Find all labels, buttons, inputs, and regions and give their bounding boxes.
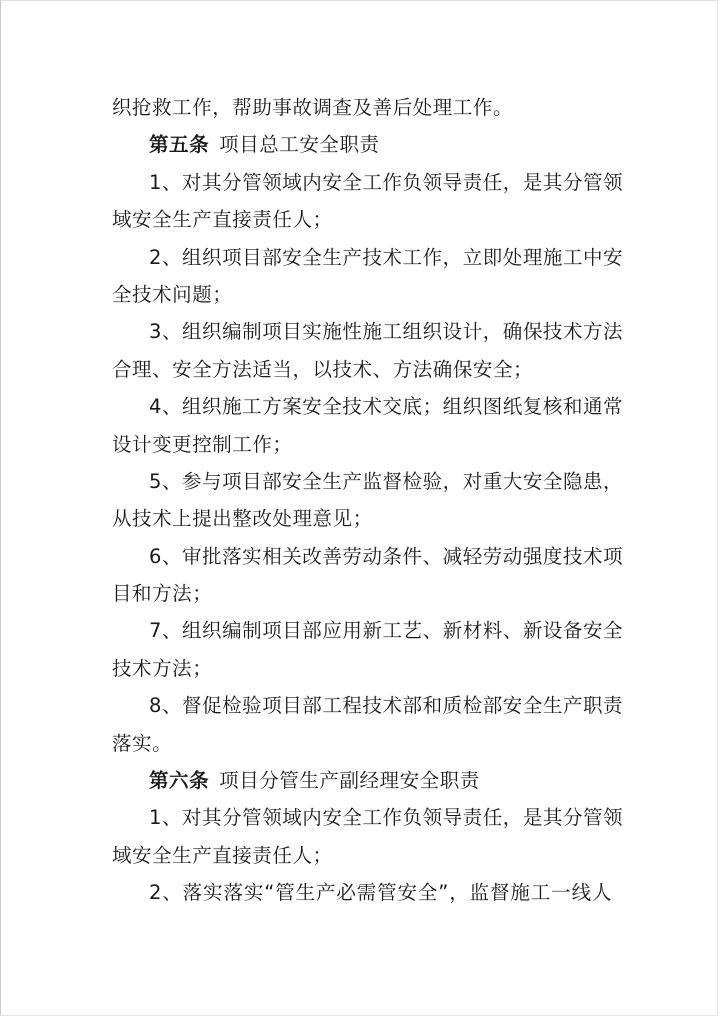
text-line: 8、督促检验项目部工程技术部和质检部安全生产职责 xyxy=(149,694,624,718)
article-number: 第六条 xyxy=(149,769,210,793)
document-body xyxy=(112,89,624,912)
text-line: 3、组织编制项目实施性施工组织设计，确保技术方法 xyxy=(149,320,624,344)
article-heading xyxy=(112,762,612,799)
text-line: 1、对其分管领域内安全工作负领导责任，是其分管领 xyxy=(149,170,624,194)
text-line: 域安全生产直接责任人； xyxy=(112,208,333,232)
text-line: 4、组织施工方案安全技术交底；组织图纸复核和通常 xyxy=(149,395,624,419)
text-line: 从技术上提出整改处理意见； xyxy=(112,507,373,531)
text-line: 域安全生产直接责任人； xyxy=(112,843,333,867)
text-line: 设计变更控制工作； xyxy=(112,432,293,456)
text-line: 技术方法； xyxy=(112,656,213,680)
article-title: 项目分管生产副经理安全职责 xyxy=(219,769,480,793)
article-heading xyxy=(112,126,612,163)
text-line: 1、对其分管领域内安全工作负领导责任，是其分管领 xyxy=(149,806,624,830)
text-line: 5、参与项目部安全生产监督检验，对重大安全隐患， xyxy=(149,469,624,493)
text-line: 合理、安全方法适当，以技术、方法确保安全； xyxy=(112,357,534,381)
text-line: 2、落实落实“管生产必需管安全”，监督施工一线人 xyxy=(149,881,612,905)
text-line: 目和方法； xyxy=(112,582,213,606)
text-line: 织抢救工作，帮助事故调查及善后处理工作。 xyxy=(112,96,514,119)
text-line: 全技术问题； xyxy=(112,282,233,306)
article-title: 项目总工安全职责 xyxy=(219,133,380,157)
text-line: 落实。 xyxy=(112,731,173,755)
text-line: 6、审批落实相关改善劳动条件、减轻劳动强度技术项 xyxy=(149,544,624,568)
text-line: 2、组织项目部安全生产技术工作，立即处理施工中安 xyxy=(149,245,624,269)
article-number: 第五条 xyxy=(149,133,210,157)
text-line: 7、组织编制项目部应用新工艺、新材料、新设备安全 xyxy=(149,619,624,643)
